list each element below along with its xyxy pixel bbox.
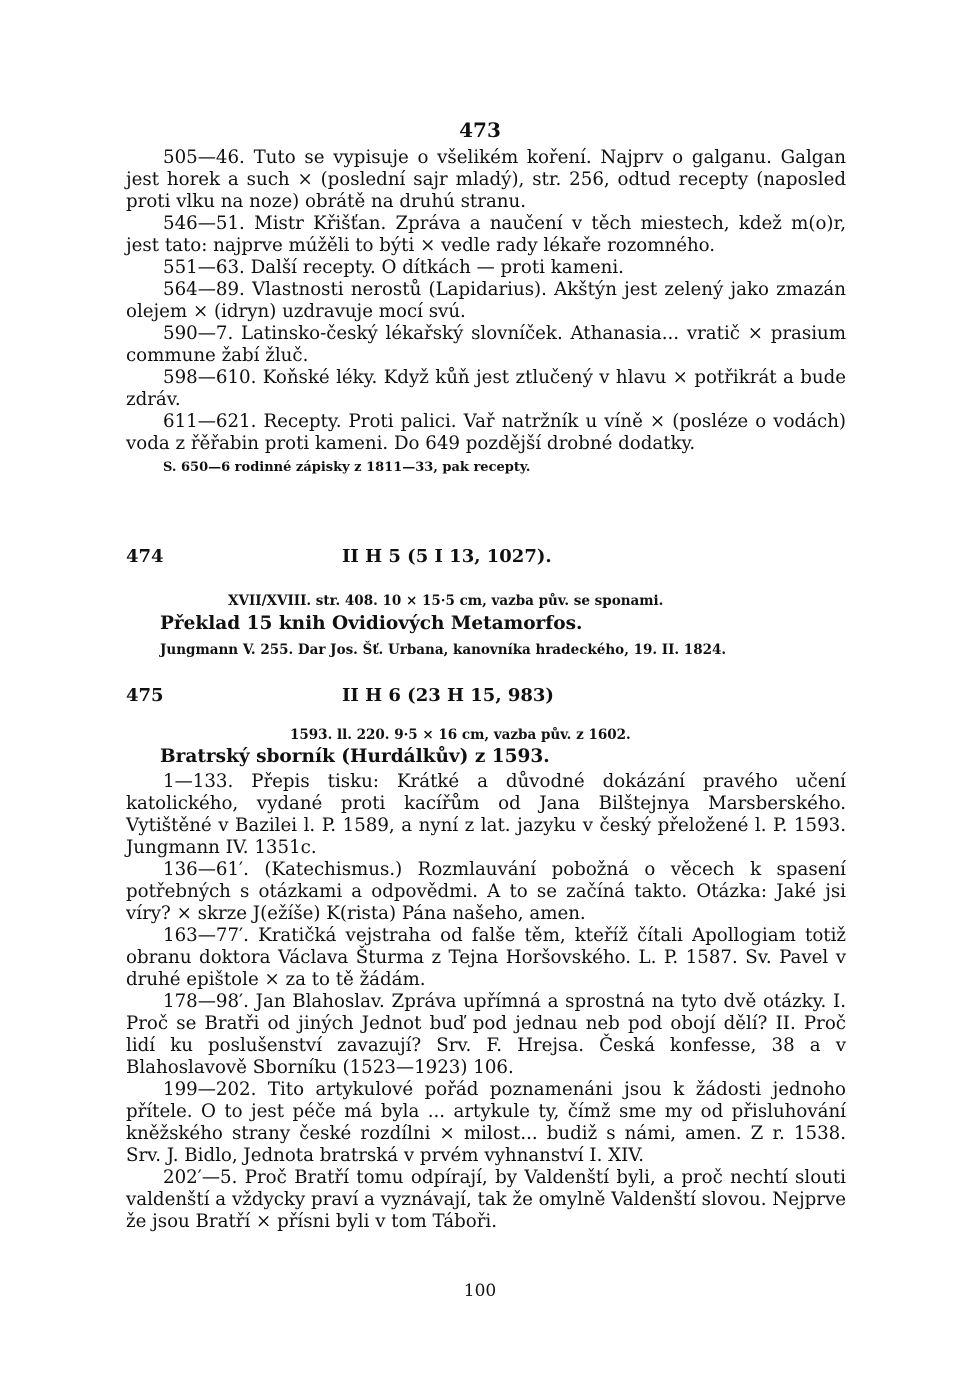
paragraph: 598—610. Koňské léky. Když kůň jest ztlučený v hlavu × potřikrát a bude zdráv.: [126, 367, 846, 410]
paragraph: 199—202. Tito artykulové pořád poznamenáni jsou k žádosti jednoho přítele. O to jest péče má byla ... artykule ty, čímž sme my od přisluhování kněžského strany české rozdílni × milost... budiž s námi, amen. Z r. 1538. Srv. J. Bidlo, Jednota bratrská v prvém vyhnanství I. XIV.: [126, 1079, 846, 1166]
entry-signature: II H 6 (23 H 15, 983): [342, 685, 554, 706]
entry-number: 474: [126, 546, 164, 567]
entry-475-meta: 1593. ll. 220. 9·5 × 16 cm, vazba pův. z 1602.: [290, 727, 631, 743]
paragraph: 202′—5. Proč Bratří tomu odpírají, by Valdenští byli, a proč nechtí slouti valdenští a vždycky praví a vyznávají, tak že omylně Valdenští slovou. Nejprve že jsou Bratří × přísni byli v tom Táboři.: [126, 1167, 846, 1232]
entry-474-title: Překlad 15 knih Ovidiových Metamorfos.: [160, 613, 583, 634]
paragraph: 551—63. Další recepty. O dítkách — proti kameni.: [163, 257, 624, 278]
entry-474-header: [126, 546, 846, 572]
entry-note: S. 650—6 rodinné zápisky z 1811—33, pak recepty.: [163, 460, 531, 475]
page-number-bottom: 100: [463, 1281, 497, 1301]
paragraph: 178—98′. Jan Blahoslav. Zpráva upřímná a sprostná na tyto dvě otázky. I. Proč se Bratři od jiných Jednot buď pod jednau neb pod obojí dělí? II. Proč lidí ku poslušenství zavazují? Srv. F. Hrejsa. Česká konfesse, 38 a v Blahoslavově Sborníku (1523—1923) 106.: [126, 991, 846, 1078]
paragraph: 546—51. Mistr Křišťan. Zpráva a naučení v těch miestech, kdež m(o)r, jest tato: najprve múžěli to býti × vedle rady lékaře rozomného.: [126, 213, 846, 256]
paragraph: 611—621. Recepty. Proti palici. Vař natržník u víně × (posléze o vodách) voda z řěřabin proti kameni. Do 649 pozdější drobné dodatky.: [126, 411, 846, 454]
entry-signature: II H 5 (5 I 13, 1027).: [342, 546, 552, 567]
paragraph: 590—7. Latinsko-český lékařský slovníček. Athanasia... vratič × prasium commune žabí žluč.: [126, 323, 846, 366]
page-number-top: 473: [459, 118, 501, 142]
entry-474-meta: XVII/XVIII. str. 408. 10 × 15·5 cm, vazba pův. se sponami.: [228, 593, 664, 609]
entry-475-header: [126, 685, 846, 711]
entry-475-title: Bratrský sborník (Hurdálkův) z 1593.: [160, 746, 550, 767]
paragraph: 1—133. Přepis tisku: Krátké a důvodné dokázání pravého učení katolického, vydané proti kacířům od Jana Bilštejnya Marsberského. Vytištěné v Bazilei l. P. 1589, a nyní z lat. jazyku v český přeložené l. P. 1593. Jungmann IV. 1351c.: [126, 771, 846, 858]
paragraph: 505—46. Tuto se vypisuje o všelikém koření. Najprv o galganu. Galgan jest horek a such × (poslední sajr mladý), str. 256, odtud recepty (naposled proti vlku na noze) obrátě na druhú stranu.: [126, 147, 846, 212]
paragraph: 136—61′. (Katechismus.) Rozmlauvání pobožná o věcech k spasení potřebných s otázkami a odpovědmi. A to se začíná takto. Otázka: Jaké jsi víry? × skrze J(ežíše) K(rista) Pána našeho, amen.: [126, 859, 846, 924]
entry-number: 475: [126, 685, 164, 706]
paragraph: 163—77′. Kratičká vejstraha od falše těm, kteříž čítali Apollogiam totiž obranu doktora Václava Šturma z Tejna Horšovského. L. P. 1587. Sv. Pavel v druhé epištole × za to tě žádám.: [126, 925, 846, 990]
paragraph: 564—89. Vlastnosti nerostů (Lapidarius). Akštýn jest zelený jako zmazán olejem × (idryn) uzdravuje mocí svú.: [126, 279, 846, 322]
entry-473-text: [126, 147, 846, 477]
entry-474-provenance: Jungmann V. 255. Dar Jos. Šť. Urbana, kanovníka hradeckého, 19. II. 1824.: [160, 642, 727, 658]
entry-475-text: [126, 771, 846, 1233]
